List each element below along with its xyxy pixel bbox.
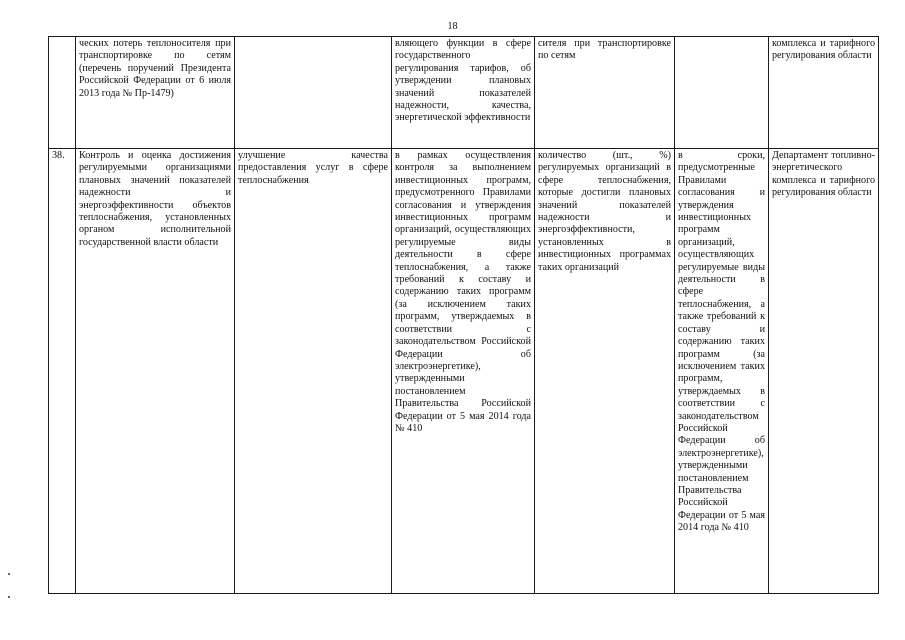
plan-table	[48, 36, 879, 594]
table-row	[49, 149, 879, 594]
deadline-cell	[675, 37, 769, 149]
measure-cell: ческих потерь теплоносителя при транспортировке по сетям (перечень поручений Президента Российской Федерации от 6 июля 2013 года № Пр-1479)	[76, 37, 235, 149]
result-cell: улучшение качества предоставления услуг в сфере теплоснабжения	[235, 149, 392, 594]
scan-artifact	[8, 573, 10, 575]
scan-artifact	[8, 596, 10, 598]
basis-cell: вляющего функции в сфере государственного регулирования тарифов, об утверждении плановых значений показателей надежности, качества, энергетической эффективности	[392, 37, 535, 149]
basis-cell: в рамках осуществления контроля за выполнением инвестиционных программ, предусмотренного Правилами согласования и утверждения инвестиционных программ организаций, осуществляющих регулируемые виды деятельности в сфере теплоснабжения, а также требований к составу и содержанию таких программ (за исключением таких программ, утверждаемых в соответствии с законодательством Российской Федерации об электроэнергетике), утвержденными постановлением Правительства Российской Федерации от 5 мая 2014 года № 410	[392, 149, 535, 594]
indicator-cell: количество (шт., %) регулируемых организаций в сфере теплоснабжения, которые достигли плановых значений показателей надежности и энергоэффективности, установленных в инвестиционных программах таких организаций	[535, 149, 675, 594]
measure-cell: Контроль и оценка достижения регулируемыми организациями плановых значений показателей надежности и энергоэффективности объектов теплоснабжения, установленных органом исполнительной государственной власти области	[76, 149, 235, 594]
deadline-cell: в сроки, предусмотренные Правилами согласования и утверждения инвестиционных программ организаций, осуществляющих регулируемые виды деятельности в сфере теплоснабжения, а также требований к составу и содержанию таких программ (за исключением таких программ, утверждаемых в соответствии с законодательством Российской Федерации об электроэнергетике), утвержденными постановлением Правительства Российской Федерации от 5 мая 2014 года № 410	[675, 149, 769, 594]
page-number: 18	[447, 21, 458, 32]
row-number-cell	[49, 37, 76, 149]
table-row	[49, 37, 879, 149]
result-cell	[235, 37, 392, 149]
row-number-cell: 38.	[49, 149, 76, 594]
responsible-cell: комплекса и тарифного регулирования области	[769, 37, 879, 149]
indicator-cell: сителя при транспортировке по сетям	[535, 37, 675, 149]
responsible-cell: Департамент топливно-энергетического комплекса и тарифного регулирования области	[769, 149, 879, 594]
